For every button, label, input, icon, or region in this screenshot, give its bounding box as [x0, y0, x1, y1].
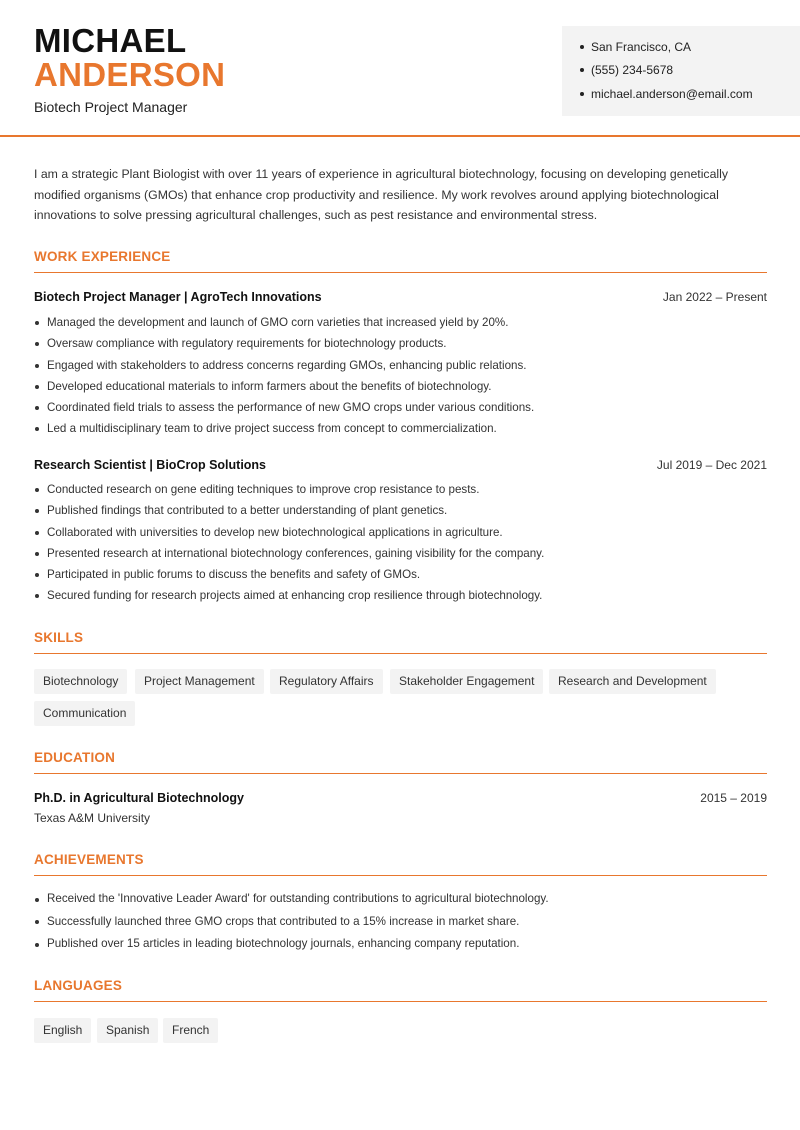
language-chip: French: [163, 1018, 218, 1043]
education-date: 2015 – 2019: [700, 791, 767, 805]
job-title: Biotech Project Manager | AgroTech Innovations: [34, 290, 322, 304]
job-bullets: [34, 312, 767, 440]
list-item: Led a multidisciplinary team to drive project success from concept to commercialization.: [34, 418, 767, 439]
list-item: Oversaw compliance with regulatory requirements for biotechnology products.: [34, 333, 767, 354]
contact-phone: (555) 234-5678: [580, 63, 673, 77]
list-item: Presented research at international biotechnology conferences, gaining visibility for the company.: [34, 543, 767, 564]
first-name: MICHAEL: [34, 22, 187, 59]
job-title: Research Scientist | BioCrop Solutions: [34, 458, 267, 472]
job-role: Biotech Project Manager: [34, 99, 188, 115]
list-item: Received the 'Innovative Leader Award' for outstanding contributions to agricultural biotechnology.: [34, 888, 767, 911]
education-degree: Ph.D. in Agricultural Biotechnology: [34, 791, 244, 805]
skill-chip: Project Management: [135, 669, 264, 694]
section-title-work: WORK EXPERIENCE: [34, 249, 767, 273]
list-item: Participated in public forums to discuss the benefits and safety of GMOs.: [34, 564, 767, 585]
skill-chip: Stakeholder Engagement: [390, 669, 543, 694]
skill-chip: Research and Development: [549, 669, 716, 694]
skill-chip: Regulatory Affairs: [270, 669, 383, 694]
job-date: Jul 2019 – Dec 2021: [656, 458, 767, 472]
profile-summary: I am a strategic Plant Biologist with over 11 years of experience in agricultural biotechnology, focusing on developing genetically modified organisms (GMOs) that enhance crop productivity and resilience. My work revolves around applying biotechnological innovations to solve pressing agricultural challenges, such as pest resistance and environmental stress.: [34, 167, 729, 223]
list-item: Secured funding for research projects aimed at enhancing crop resilience through biotechnology.: [34, 585, 767, 606]
list-item: Published findings that contributed to a better understanding of plant genetics.: [34, 500, 767, 521]
section-title-languages: LANGUAGES: [34, 978, 767, 1002]
section-title-achievements: ACHIEVEMENTS: [34, 852, 767, 876]
contact-location: San Francisco, CA: [580, 40, 691, 54]
list-item: Coordinated field trials to assess the performance of new GMO crops under various conditions.: [34, 397, 767, 418]
skill-chip: Communication: [34, 701, 135, 726]
resume-header: [0, 0, 800, 137]
job-date: Jan 2022 – Present: [662, 290, 767, 304]
contact-box: [562, 26, 800, 116]
education-school: Texas A&M University: [34, 811, 151, 825]
list-item: Managed the development and launch of GMO corn varieties that increased yield by 20%.: [34, 312, 767, 333]
list-item: Successfully launched three GMO crops that contributed to a 15% increase in market share.: [34, 911, 767, 934]
job-bullets: [34, 479, 767, 607]
language-chip: Spanish: [97, 1018, 158, 1043]
list-item: Collaborated with universities to develop new biotechnological applications in agriculture.: [34, 522, 767, 543]
list-item: Conducted research on gene editing techniques to improve crop resistance to pests.: [34, 479, 767, 500]
list-item: Engaged with stakeholders to address concerns regarding GMOs, enhancing public relations.: [34, 355, 767, 376]
achievement-bullets: [34, 888, 767, 956]
contact-email[interactable]: michael.anderson@email.com: [580, 87, 753, 101]
section-title-education: EDUCATION: [34, 750, 767, 774]
section-title-skills: SKILLS: [34, 630, 767, 654]
language-chip: English: [34, 1018, 91, 1043]
list-item: Published over 15 articles in leading biotechnology journals, enhancing company reputation.: [34, 933, 767, 956]
skill-chip: Biotechnology: [34, 669, 127, 694]
list-item: Developed educational materials to inform farmers about the benefits of biotechnology.: [34, 376, 767, 397]
last-name: ANDERSON: [34, 56, 226, 93]
